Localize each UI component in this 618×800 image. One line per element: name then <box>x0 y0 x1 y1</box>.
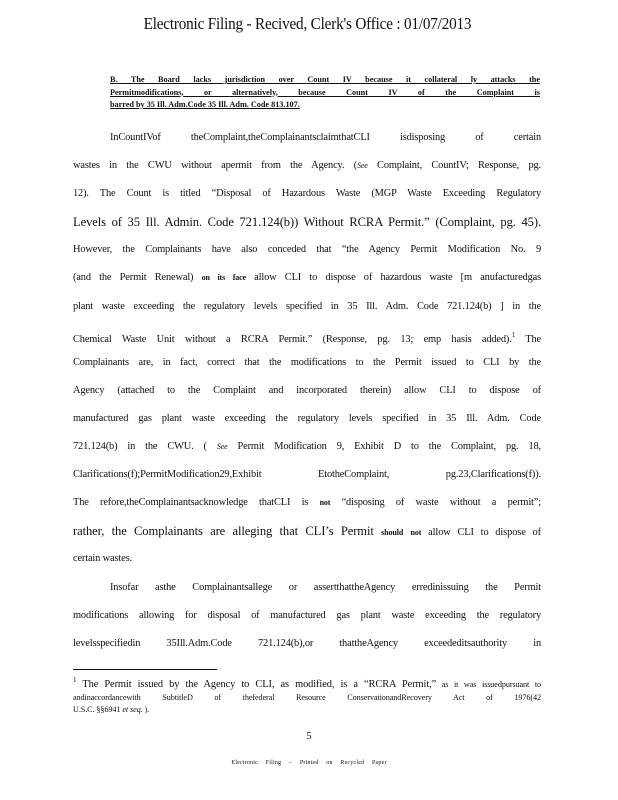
heading-line: Permitmodifications, or alternatively, because Count IV of the Complaint is <box>110 87 540 97</box>
body-line: manufactured gas plant waste exceeding the regulatory levels specified in 35 Ill. Adm. Code <box>73 412 541 424</box>
body-line: The refore,theComplainantsacknowledge thatCLI is not “disposing of waste without a permit”; <box>73 497 541 509</box>
body-line: Chemical Waste Unit without a RCRA Permit.” (Response, pg. 13; emp hasis added).$^1$ The <box>73 330 541 345</box>
body-line: Clarifications(f);PermitModification29,Exhibit EtotheComplaint, pg.23,Clarifications(f)). <box>73 469 541 481</box>
footnote-mark: 1 <box>73 676 77 684</box>
body-line: 721.124(b) in the CWU. ( See Permit Modification 9, Exhibit D to the Complaint, pg. 18, <box>73 441 541 453</box>
footnote-line: $^1$ The Permit issued by the Agency to CLI, as modified, is a “RCRA Permit,” as it was issuedpursuant to <box>73 676 541 690</box>
body-line: Agency (attached to the Complaint and incorporated therein) allow CLI to dispose of <box>73 384 541 396</box>
body-line: modifications allowing for disposal of manufactured gas plant waste exceeding the regulatory <box>73 609 541 621</box>
body-line: levelsspecifiedin 35Ill.Adm.Code 721.124(b),or thattheAgency exceededitsauthority in <box>73 637 541 649</box>
page-footer: Electronic Filing – Printed on Recycled Paper <box>231 760 387 766</box>
page-number: 5 <box>306 731 312 742</box>
body-line: Insofar asthe Complainantsallege or assertthattheAgency erredinissuing the Permit <box>110 581 541 593</box>
emphasis-on-its-face: on its face <box>201 273 246 283</box>
signal-see: See <box>216 442 228 452</box>
footnote-line: andinaccordancewith SubtitleD of thefederal Resource ConservationandRecovery Act of 1976(42 <box>73 692 541 702</box>
heading-line: barred by 35 Ill. Adm.Code 35 Ill. Adm. Code 813.107. <box>110 100 300 109</box>
footnote-line: U.S.C. §§6941 et seq. ). <box>73 705 150 714</box>
body-line: Levels of 35 Ill. Admin. Code 721.124(b)) Without RCRA Permit.” (Complaint, pg. 45). <box>73 215 541 230</box>
body-line: Complainants are, in fact, correct that the modifications to the Permit issued to CLI by the <box>73 356 541 368</box>
body-line: certain wastes. <box>73 553 132 565</box>
body-line: wastes in the CWU without apermit from the Agency. (See Complaint, CountIV; Response, pg. <box>73 160 541 172</box>
body-line: However, the Complainants have also conceded that “the Agency Permit Modification No. 9 <box>73 244 541 256</box>
signal-see: See <box>357 161 368 171</box>
footnote-reference: 1 <box>511 330 516 339</box>
emphasis-not: not <box>319 498 331 508</box>
section-heading <box>110 74 540 112</box>
body-line: 12). The Count is titled “Disposal of Hazardous Waste (MGP Waste Exceeding Regulatory <box>73 188 541 200</box>
footnote <box>73 674 541 717</box>
body-line: plant waste exceeding the regulatory levels specified in 35 Ill. Adm. Code 721.124(b) ] in the <box>73 300 541 312</box>
body-text <box>73 124 541 658</box>
body-line: InCountIVof theComplaint,theComplainantsclaimthatCLI isdisposing of certain <box>110 132 541 143</box>
emphasis-not: not <box>410 528 422 538</box>
footnote-divider <box>73 669 217 670</box>
emphasis-should: should <box>381 528 404 538</box>
filing-stamp-header: Electronic Filing - Recived, Clerk's Office : 01/07/2013 <box>143 14 472 33</box>
heading-line: B. The Board lacks jurisdiction over Count IV because it collateral ly attacks the <box>110 75 540 84</box>
body-line: rather, the Complainants are alleging that CLI’s Permit should not allow CLI to dispose of <box>73 524 541 539</box>
body-line: (and the Permit Renewal) on its face allow CLI to dispose of hazardous waste [m anufacturedgas <box>73 272 541 284</box>
